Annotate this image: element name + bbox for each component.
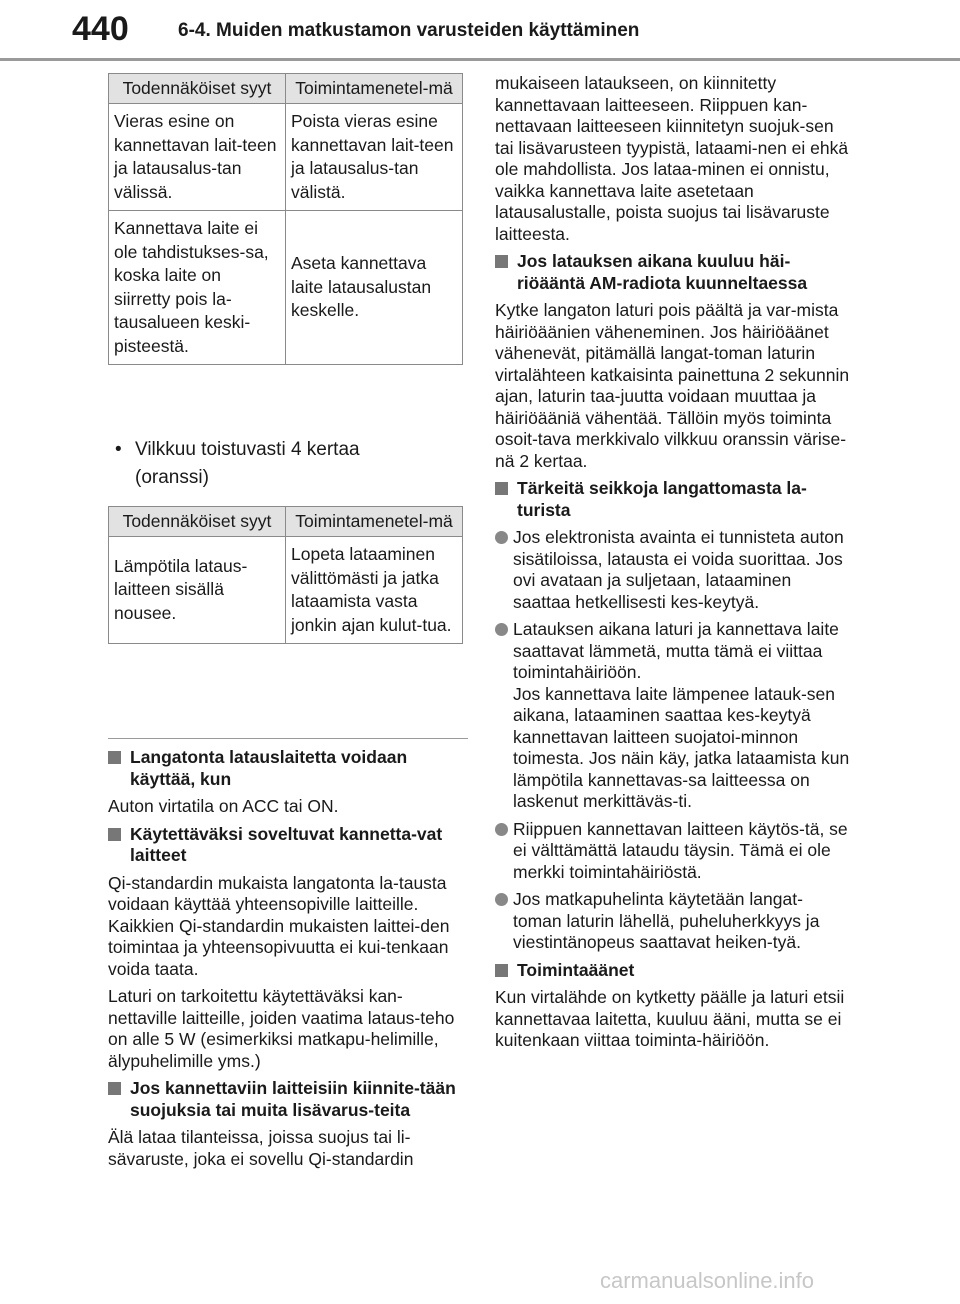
circle-bullet-icon bbox=[495, 823, 508, 836]
causes-table-1 bbox=[108, 73, 463, 365]
list-item-text: Riippuen kannettavan laitteen käytös-tä, se ei välttämättä lataudu täysin. Tämä ei ole merkki toimintahäiriöstä. bbox=[513, 818, 848, 882]
table-cell: Poista vieras esine kannettavan lait-teen ja latausalus-tan välistä. bbox=[286, 104, 463, 211]
paragraph: Laturi on tarkoitettu käytettäväksi kan-nettaville laitteille, joiden vaatima lataus-teho on alle 5 W (esimerkiksi matkapu-helimille, älypuhelimille yms.) bbox=[108, 986, 455, 1071]
list-item bbox=[495, 619, 850, 813]
bullet-text-line1: Vilkkuu toistuvasti 4 kertaa bbox=[135, 439, 360, 460]
paragraph: Auton virtatila on ACC tai ON. bbox=[108, 796, 339, 816]
right-column bbox=[495, 73, 850, 1058]
list-item-text: Jos kannettava laite lämpenee latauk-sen aikana, lataaminen saattaa kes-keytyä kannettavan laitteen suojatoi-minnon toimesta. Jos näin käy, jatka lataamista kun lämpötila kannettavas-sa laitteessa on laskenut merkittäväs-ti. bbox=[513, 683, 850, 811]
subheading bbox=[495, 251, 850, 294]
subheading bbox=[495, 478, 850, 521]
subheading bbox=[495, 960, 850, 982]
list-item bbox=[495, 819, 850, 884]
paragraph: Kun virtalähde on kytketty päälle ja laturi etsii kannettavaa laitetta, kuuluu ääni, mutta se ei kuitenkaan viittaa toiminta-häiriöön. bbox=[495, 987, 845, 1050]
circle-bullet-icon bbox=[495, 531, 508, 544]
table-header-causes: Todennäköiset syyt bbox=[109, 74, 286, 104]
page-number: 440 bbox=[72, 10, 129, 48]
subheading bbox=[108, 1078, 468, 1121]
subheading bbox=[108, 824, 468, 867]
subheading bbox=[108, 747, 468, 790]
paragraph: Kaikkien Qi-standardin mukaisten laittei-den toimintaa ja yhteensopivuutta ei kui-tenkaan voida taata. bbox=[108, 915, 450, 979]
table-row bbox=[109, 211, 463, 365]
table-cell: Kannettava laite ei ole tahdistukses-sa, koska laite on siirretty pois la-tausalueen keski-pisteestä. bbox=[109, 211, 286, 365]
subheading-text: Jos latauksen aikana kuuluu häi-riöääntä AM-radiota kuunneltaessa bbox=[517, 251, 808, 293]
watermark: carmanualsonline.info bbox=[600, 1268, 815, 1293]
bullet-text-line2: (oranssi) bbox=[135, 467, 209, 488]
table-header-action: Toimintamenetel-mä bbox=[286, 74, 463, 104]
paragraph: mukaiseen lataukseen, on kiinnitetty kannettavaan laitteeseen. Riippuen kan-nettavaan laitteeseen kiinnitetyn suojuk-sen tai lisävarusteen tyypistä, lataami-nen ei ehkä ole mahdollista. Jos lataa-minen ei onnistu, vaikka kannettava laite asetetaan latausalustalle, poista suojus tai lisävaruste laitteesta. bbox=[495, 73, 849, 244]
table-header-causes: Todennäköiset syyt bbox=[109, 507, 286, 537]
page-header bbox=[0, 0, 960, 62]
list-item bbox=[495, 889, 850, 954]
section-divider bbox=[108, 738, 468, 739]
square-bullet-icon bbox=[495, 255, 508, 268]
subheading-text: Jos kannettaviin laitteisiin kiinnite-tään suojuksia tai muita lisävarus-teita bbox=[130, 1078, 456, 1120]
table-row bbox=[109, 537, 463, 644]
list-item-text: Jos matkapuhelinta käytetään langat-toman laturin lähellä, puheluherkkyys ja viestintänopeus saattavat heiken-tyä. bbox=[513, 889, 820, 952]
subheading-text: Toimintaäänet bbox=[517, 959, 635, 980]
list-item-text: Latauksen aikana laturi ja kannettava laite saattavat lämmetä, mutta tämä ei viittaa toimintahäiriöön. bbox=[513, 619, 839, 682]
subheading-text: Langatonta latauslaitetta voidaan käyttää, kun bbox=[130, 747, 408, 789]
bullet-marker: • bbox=[115, 439, 122, 460]
table-cell: Aseta kannettava laite latausalustan keskelle. bbox=[286, 211, 463, 365]
left-column bbox=[108, 738, 468, 1176]
paragraph: Qi-standardin mukaista langatonta la-tausta voidaan käyttää yhteensopiville laitteille. bbox=[108, 872, 447, 914]
bullet-item bbox=[115, 436, 360, 492]
table-header-action: Toimintamenetel-mä bbox=[286, 507, 463, 537]
square-bullet-icon bbox=[108, 1082, 121, 1095]
square-bullet-icon bbox=[108, 751, 121, 764]
table-cell: Vieras esine on kannettavan lait-teen ja latausalus-tan välissä. bbox=[109, 104, 286, 211]
table-row bbox=[109, 104, 463, 211]
table-cell: Lopeta lataaminen välittömästi ja jatka lataamista vasta jonkin ajan kulut-tua. bbox=[286, 537, 463, 644]
square-bullet-icon bbox=[108, 828, 121, 841]
table-cell: Lämpötila lataus-laitteen sisällä nousee. bbox=[109, 537, 286, 644]
paragraph: Kytke langaton laturi pois päältä ja var-mista häiriöäänien väheneminen. Jos häiriöäänet vähenevät, pitämällä langat-toman laturin virtalähteen katkaisinta painettuna 2 sekunnin ajan, laturin taa-juutta voidaan muuttaa ja häiriöääniä vähentää. Tällöin myös toiminta osoit-tava merkkivalo vilkkuu oranssin värise-nä 2 kertaa. bbox=[495, 300, 850, 471]
circle-bullet-icon bbox=[495, 623, 508, 636]
list-item-text: Jos elektronista avainta ei tunnisteta auton sisätiloissa, latausta ei voida suorittaa. Jos ovi avataan ja suljetaan, lataaminen saattaa hetkellisesti kes-keytyä. bbox=[513, 527, 844, 612]
subheading-text: Tärkeitä seikkoja langattomasta la-turista bbox=[517, 478, 807, 520]
subheading-text: Käytettäväksi soveltuvat kannetta-vat laitteet bbox=[130, 823, 443, 865]
list-item bbox=[495, 527, 850, 613]
causes-table-2 bbox=[108, 506, 463, 644]
header-rule bbox=[0, 58, 960, 61]
paragraph: Älä lataa tilanteissa, joissa suojus tai li-sävaruste, joka ei sovellu Qi-standardin bbox=[108, 1127, 414, 1169]
circle-bullet-icon bbox=[495, 893, 508, 906]
section-title: 6-4. Muiden matkustamon varusteiden käyttäminen bbox=[178, 20, 640, 41]
square-bullet-icon bbox=[495, 964, 508, 977]
square-bullet-icon bbox=[495, 482, 508, 495]
